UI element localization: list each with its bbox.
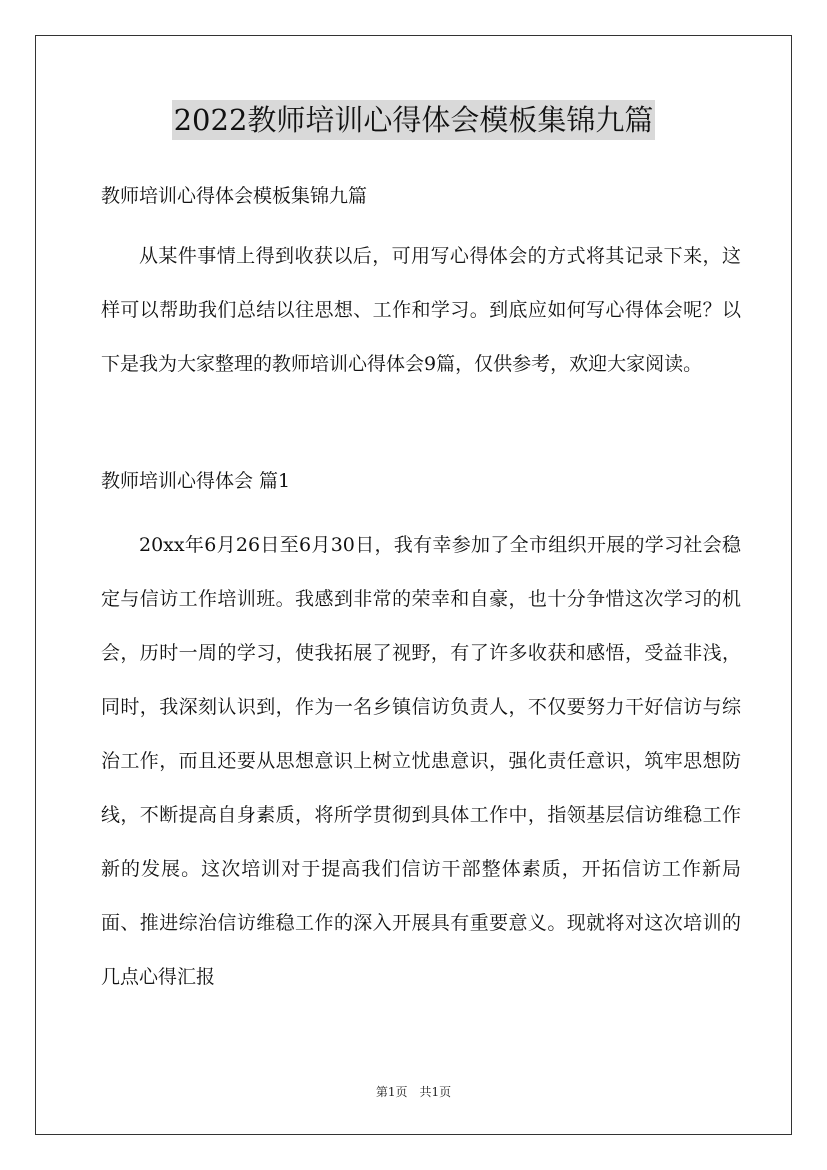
section-paragraph: 20xx年6月26日至6月30日，我有幸参加了全市组织开展的学习社会稳定与信访工作培训班。我感到非常的荣幸和自豪，也十分争惜这次学习的机会，历时一周的学习，使我拓展了视野，有了许多收获和感悟，受益非浅，同时，我深刻认识到，作为一名乡镇信访负责人，不仅要努力干好信访与综治工作，而且还要从思想意识上树立忧患意识，强化责任意识，筑牢思想防线，不断提高自身素质，将所学贯彻到具体工作中，指领基层信访维稳工作新的发展。这次培训对于提高我们信访干部整体素质，开拓信访工作新局面、推进综治信访维稳工作的深入开展具有重要意义。现就将对这次培训的几点心得汇报	[101, 534, 741, 988]
title-container	[0, 100, 827, 140]
document-subtitle: 教师培训心得体会模板集锦九篇	[101, 185, 368, 207]
intro-paragraph: 从某件事情上得到收获以后，可用写心得体会的方式将其记录下来，这样可以帮助我们总结以往思想、工作和学习。到底应如何写心得体会呢？以下是我为大家整理的教师培训心得体会9篇，仅供参考，欢迎大家阅读。	[101, 245, 741, 375]
spacer	[101, 391, 741, 463]
spacer	[101, 500, 741, 518]
document-title: 2022教师培训心得体会模板集锦九篇	[172, 100, 656, 140]
document-body	[101, 178, 741, 1004]
section-heading: 教师培训心得体会 篇1	[101, 470, 291, 492]
page-footer: 第1页 共1页	[375, 1085, 452, 1099]
spacer	[101, 215, 741, 229]
